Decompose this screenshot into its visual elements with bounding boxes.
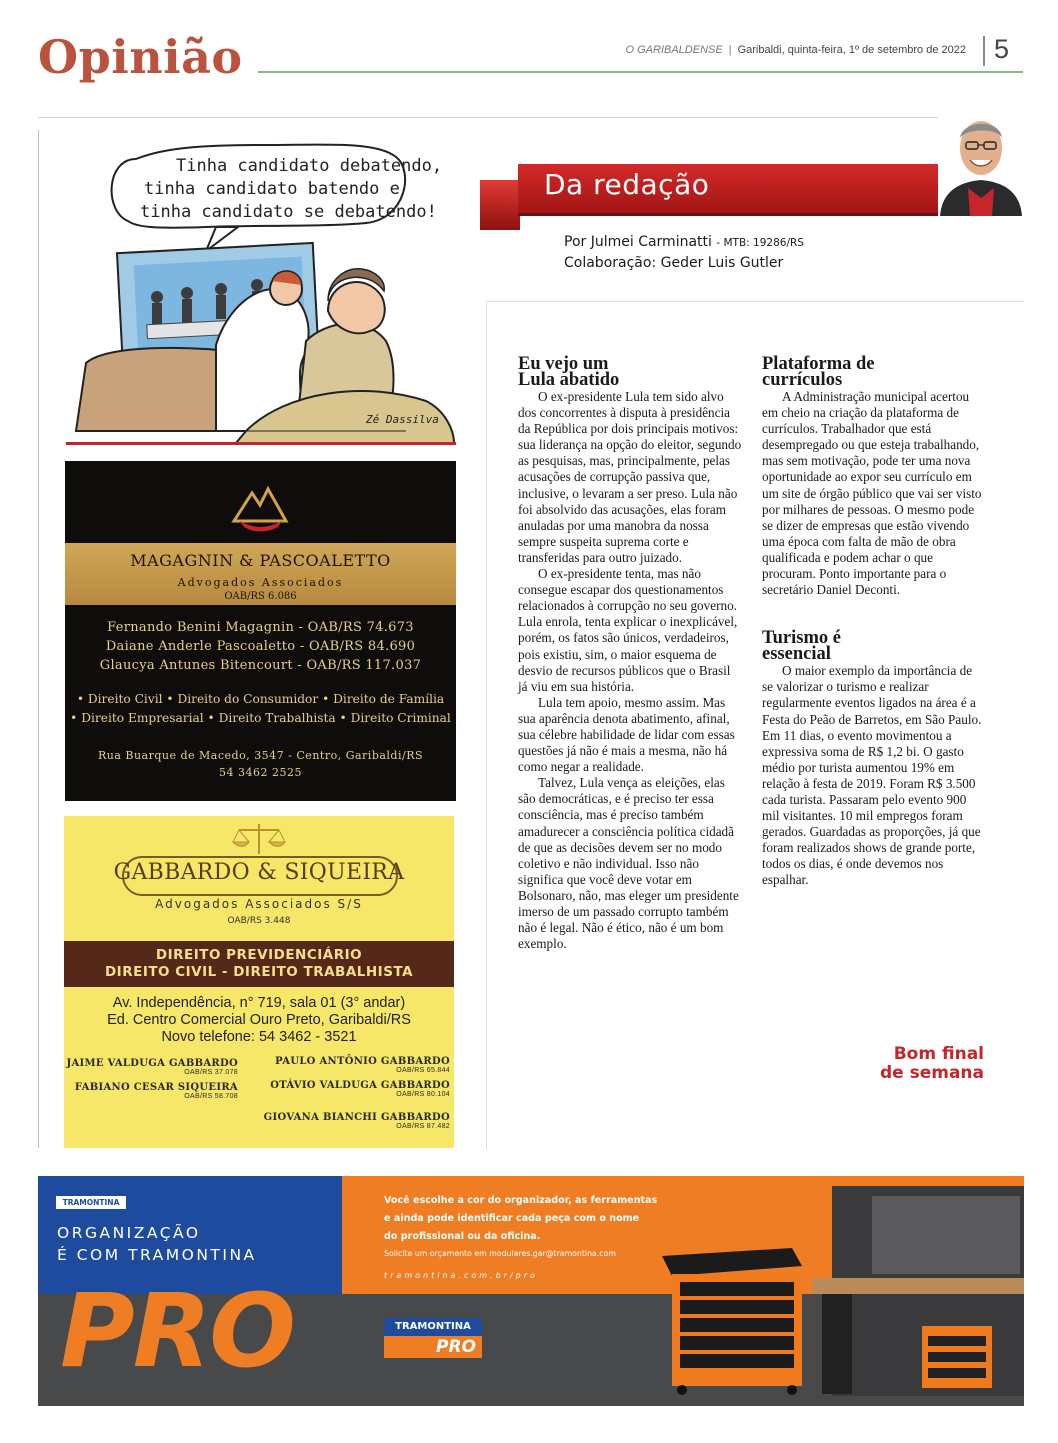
editorial-cartoon (66, 131, 456, 443)
article-paragraph: Talvez, Lula vença as eleições, elas são democráticas, e é preciso ter essa consciência, mas é preciso também amadurecer a consciência política cidadã de que as decisões devem ser no modo coletivo e não individual. Isso não significa que você deve votar em Bolsonaro, não, mas eleger um presidente imerso de um passado corrupto também não é legal. Não é ético, não é um bom exemplo. (518, 775, 739, 952)
ad-gabbardo-siqueira[interactable] (64, 816, 454, 1148)
column-banner-shadow (480, 180, 520, 230)
ad-practice-line: • Direito Civil • Direito do Consumidor • Direito de Família (76, 692, 445, 706)
section-title: Opinião (38, 30, 243, 84)
article-heading: Eu vejo um Lula abatido (518, 354, 620, 390)
top-rule (38, 117, 1024, 118)
date-text: Garibaldi, quinta-feira, 1º de setembro de 2022 (737, 44, 966, 56)
ad-tramontina-pro[interactable] (38, 1176, 1024, 1406)
ad-firm-oab: OAB/RS 6.086 (224, 591, 297, 602)
article-column-right (762, 356, 986, 889)
byline-mtb: - MTB: 19286/RS (716, 237, 804, 249)
article-paragraph: Lula tem apoio, mesmo assim. Mas sua aparência denota abatimento, afinal, sua célebre habilidade de lidar com essas questões já não é mais a mesma, não há como negar a realidade. (518, 694, 735, 775)
page-number-divider (983, 36, 985, 66)
ad-logo-top: TRAMONTINA (384, 1318, 482, 1336)
ad-lawyer: PAULO ANTÔNIO GABBARDO OAB/RS 65.844 (275, 1056, 450, 1074)
left-rule (38, 130, 39, 1148)
ad-firm-subtitle: Advogados Associados (177, 576, 344, 589)
ad-pro-wordmark: PRO (60, 1272, 295, 1391)
ad-practice-line: DIREITO CIVIL - DIREITO TRABALHISTA (104, 964, 414, 980)
ad-url[interactable]: tramontina.com.br/pro (384, 1271, 538, 1280)
closing-message: Bom final de semana (879, 1044, 984, 1083)
ad-phone: 54 3462 2525 (219, 766, 302, 779)
ad-practice-band (64, 941, 454, 987)
cartoon-divider (66, 442, 456, 445)
dateline-separator: | (728, 44, 732, 56)
cartoon-speech-line3: tinha candidato se debatendo! (140, 202, 437, 222)
ad-address: Rua Buarque de Macedo, 3547 - Centro, Garibaldi/RS (97, 749, 424, 762)
ad-lawyer: OTÁVIO VALDUGA GABBARDO OAB/RS 80.104 (270, 1080, 450, 1098)
ad-magagnin-pascoaletto[interactable] (65, 461, 456, 801)
newspaper-name: O GARIBALDENSE (625, 44, 723, 56)
header-rule (258, 71, 1023, 73)
brand-tag: TRAMONTINA (56, 1196, 126, 1209)
ad-address: Av. Independência, n° 719, sala 01 (3° andar) (112, 995, 406, 1011)
article-paragraph: O ex-presidente tenta, mas não consegue escapar dos questionamentos relacionados à corrupção no seu governo. Lula enrola, tenta explicar o inexplicável, porém, os fatos são únicos, verdadeiros, pois existiu, sim, o maior esquema de desvio de recursos públicos que o Brasil já viu em sua história. (518, 566, 738, 694)
ad-practice-areas (65, 690, 456, 728)
column-title: Da redação (544, 168, 710, 201)
ad-lawyer: JAIME VALDUGA GABBARDO OAB/RS 37.078 (66, 1058, 238, 1076)
article-frame-left (486, 301, 487, 1149)
ad-contact (65, 747, 456, 781)
article-heading: Turismo é essencial (762, 628, 841, 665)
ad-practice-line: • Direito Empresarial • Direito Trabalhista • Direito Criminal (70, 711, 451, 725)
cartoon-speech-line2: tinha candidato batendo e (144, 179, 400, 199)
article-heading: Plataforma de currículos (762, 354, 875, 390)
cartoon-drawing (66, 131, 456, 443)
ad-contact-email: Solicite um orçamento em modulares.gar@tramontina.com (384, 1249, 616, 1258)
article-paragraph: A Administração municipal acertou em cheio na criação da plataforma de currículos. Trabalhador que está desempregado ou que esteja trabalhando, mas sem motivação, pode ter uma nova oportunidade ao expor seu currículo em um site de órgão público que vai ser visto por milhares de pessoas. O mesmo pode se dizer de empresas que estão vivendo uma época com falta de mão de obra qualificada e podem achar o que procuram. Ponto importante para o secretário Daniel Deconti. (762, 389, 982, 598)
mountain-logo-icon (230, 481, 290, 535)
article-paragraph: O ex-presidente Lula tem sido alvo dos concorrentes à disputa à presidência da República por dois principais motivos: sua liderança na opção do eleitor, segundo as pesquisas, mas, principalmente, pelas acusações de corrupção passiva que, inclusive, o levaram a ser preso. Lula não foi absolvido das acusações, elas foram anuladas por uma manobra da nossa sempre suspeita suprema corte e transferidas para outro juizado. (518, 389, 742, 565)
byline-author: Por Julmei Carminatti (564, 234, 712, 250)
page-number: 5 (994, 34, 1010, 64)
byline (564, 234, 804, 250)
ad-lawyer: FABIANO CESAR SIQUEIRA OAB/RS 58.708 (74, 1082, 238, 1100)
avatar (938, 108, 1024, 216)
ad-building: Ed. Centro Comercial Ouro Preto, Garibaldi/RS (107, 1012, 411, 1028)
ad-headline: ORGANIZAÇÃO É COM TRAMONTINA (57, 1224, 257, 1264)
article-frame-top (486, 301, 1024, 302)
cartoonist-signature: Zé Dassilva (366, 413, 439, 426)
article-paragraph: O maior exemplo da importância de se valorizar o turismo e realizar regularmente eventos ligados na área é a Festa do Peão de Barretos, em São Paulo. Em 11 dias, o evento movimentou a expressiva soma de R$ 1,2 bi. O gasto médio por turista aumentou 19% em relação à festa de 2019. Foram R$ 3.500 cada turista. Passaram pelo evento 900 mil visitantes. 10 mil empregos foram gerados. Guardadas as proporções, já que foram realizados shows de grande porte, todos os dias, é onde devemos nos espalhar. (762, 663, 982, 888)
collaboration-credit: Colaboração: Geder Luis Gutler (564, 255, 784, 271)
ad-firm-subtitle: Advogados Associados S/S (155, 897, 363, 911)
ad-lawyer-list (65, 618, 456, 675)
scales-of-justice-icon (231, 822, 287, 856)
ad-contact (64, 995, 454, 1046)
columnist-photo (938, 108, 1024, 216)
ad-logo-bottom: PRO (384, 1336, 482, 1358)
ad-copy: Você escolhe a cor do organizador, as ferramentas e ainda pode identificar cada peça com o nome do profissional ou da oficina. (384, 1195, 658, 1242)
ad-firm-name: GABBARDO & SIQUEIRA (113, 860, 405, 885)
dateline (626, 44, 967, 56)
article-column-left (518, 356, 742, 952)
ad-lawyer: Daiane Anderle Pascoaletto - OAB/RS 84.690 (105, 639, 416, 654)
cartoon-speech-line1: Tinha candidato debatendo, (176, 156, 443, 176)
ad-phone: Novo telefone: 54 3462 - 3521 (161, 1029, 357, 1045)
ad-lawyer: GIOVANA BIANCHI GABBARDO OAB/RS 87.482 (263, 1112, 450, 1130)
ad-firm-oab: OAB/RS 3.448 (227, 916, 291, 926)
ad-firm-name: MAGAGNIN & PASCOALETTO (130, 551, 391, 570)
tool-cabinet-product-image (642, 1186, 1024, 1396)
ad-lawyer: Glaucya Antunes Bitencourt - OAB/RS 117.037 (99, 658, 422, 673)
ad-lawyer: Fernando Benini Magagnin - OAB/RS 74.673 (107, 620, 414, 635)
ad-practice-line: DIREITO PREVIDENCIÁRIO (155, 947, 363, 963)
